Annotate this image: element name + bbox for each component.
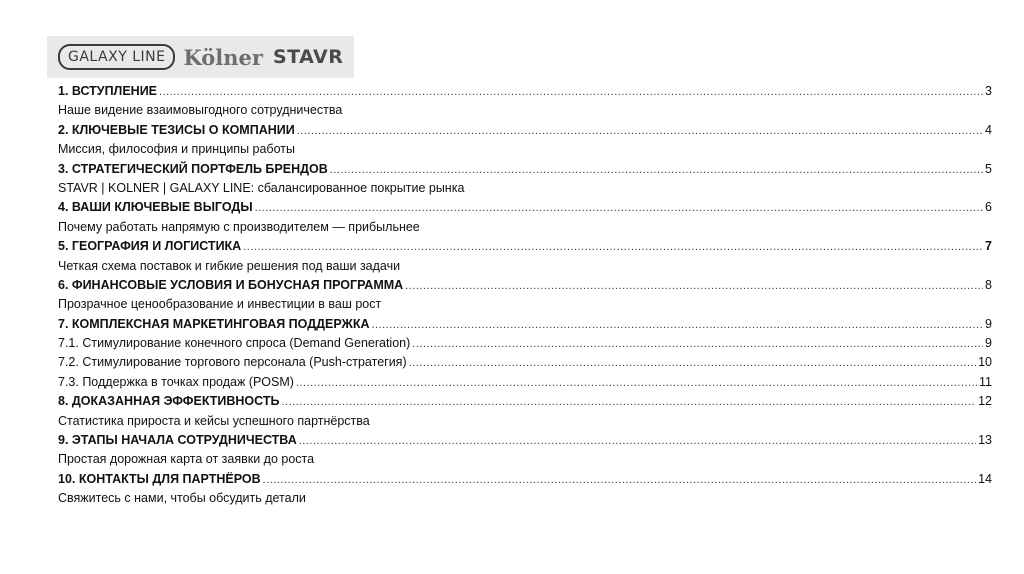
toc-entry-title: 9. ЭТАПЫ НАЧАЛА СОТРУДНИЧЕСТВА — [58, 433, 297, 448]
dot-leader — [330, 161, 983, 179]
toc-entry-page: 8 — [985, 277, 992, 292]
toc-entry-title: 4. ВАШИ КЛЮЧЕВЫЕ ВЫГОДЫ — [58, 200, 253, 215]
table-of-contents — [58, 82, 992, 509]
toc-entry-page: 11 — [979, 374, 992, 389]
toc-entry-page: 3 — [985, 84, 992, 98]
toc-entry-6[interactable] — [58, 276, 992, 295]
toc-entry-description: Четкая схема поставок и гибкие решения под ваши задачи — [58, 258, 401, 273]
dot-leader — [243, 238, 983, 256]
toc-entry-description: Прозрачное ценообразование и инвестиции в ваш рост — [58, 297, 382, 312]
toc-entry-2[interactable] — [58, 121, 992, 140]
toc-entry-title: 6. ФИНАНСОВЫЕ УСЛОВИЯ И БОНУСНАЯ ПРОГРАММА — [58, 277, 404, 292]
toc-entry-7-3[interactable] — [58, 373, 992, 392]
toc-entry-description: STAVR | KOLNER | GALAXY LINE: сбалансированное покрытие рынка — [58, 180, 465, 195]
toc-entry-page: 9 — [985, 316, 992, 331]
toc-entry-page: 4 — [985, 122, 992, 137]
toc-entry-title: 8. ДОКАЗАННАЯ ЭФФЕКТИВНОСТЬ — [58, 394, 280, 409]
dot-leader — [299, 432, 976, 450]
toc-entry-description: Почему работать напрямую с производителем — прибыльнее — [58, 219, 420, 234]
dot-leader — [297, 122, 983, 140]
dot-leader — [412, 335, 983, 353]
toc-entry-title: 1. ВСТУПЛЕНИЕ — [58, 84, 158, 98]
toc-entry-7-1[interactable] — [58, 334, 992, 353]
dot-leader — [409, 354, 976, 372]
dot-leader — [372, 316, 984, 334]
toc-entry-title: 7.2. Стимулирование торгового персонала (Push-стратегия) — [58, 355, 407, 370]
toc-entry-page: 7 — [985, 239, 992, 254]
toc-entry-title: 7. КОМПЛЕКСНАЯ МАРКЕТИНГОВАЯ ПОДДЕРЖКА — [58, 316, 370, 331]
dot-leader — [405, 277, 983, 295]
toc-entry-9[interactable] — [58, 431, 992, 450]
toc-entry-title: 2. КЛЮЧЕВЫЕ ТЕЗИСЫ О КОМПАНИИ — [58, 122, 295, 137]
dot-leader — [263, 471, 976, 489]
brand-logos — [47, 36, 354, 78]
galaxy-line-logo: GALAXY LINE — [58, 44, 175, 70]
toc-entry-title: 7.1. Стимулирование конечного спроса (Demand Generation) — [58, 336, 411, 351]
toc-entry-title: 7.3. Поддержка в точках продаж (POSM) — [58, 374, 294, 389]
toc-entry-description: Наше видение взаимовыгодного сотрудничества — [58, 103, 343, 118]
toc-entry-title: 5. ГЕОГРАФИЯ И ЛОГИСТИКА — [58, 239, 242, 254]
toc-entry-1[interactable] — [58, 82, 992, 101]
toc-entry-page: 6 — [985, 200, 992, 215]
dot-leader — [282, 393, 977, 411]
toc-entry-8[interactable] — [58, 392, 992, 411]
toc-entry-10[interactable] — [58, 470, 992, 489]
toc-entry-description: Свяжитесь с нами, чтобы обсудить детали — [58, 491, 306, 506]
toc-entry-7[interactable] — [58, 315, 992, 334]
toc-entry-page: 10 — [978, 355, 992, 370]
toc-entry-description: Простая дорожная карта от заявки до роста — [58, 452, 315, 467]
toc-entry-4[interactable] — [58, 198, 992, 217]
toc-entry-page: 12 — [978, 394, 992, 409]
toc-entry-5[interactable] — [58, 237, 992, 256]
toc-entry-page: 13 — [978, 433, 992, 448]
toc-entry-page: 5 — [985, 161, 992, 176]
kolner-logo: Kölner — [183, 44, 263, 70]
toc-entry-page: 9 — [985, 336, 992, 351]
toc-entry-title: 3. СТРАТЕГИЧЕСКИЙ ПОРТФЕЛЬ БРЕНДОВ — [58, 161, 328, 176]
toc-entry-title: 10. КОНТАКТЫ ДЛЯ ПАРТНЁРОВ — [58, 471, 261, 486]
toc-entry-3[interactable] — [58, 160, 992, 179]
toc-entry-page: 14 — [978, 471, 992, 486]
dot-leader — [296, 374, 977, 392]
toc-entry-7-2[interactable] — [58, 353, 992, 372]
stavr-logo: STAVR — [272, 46, 344, 68]
dot-leader — [159, 83, 983, 101]
toc-entry-description: Миссия, философия и принципы работы — [58, 142, 295, 157]
toc-entry-description: Статистика прироста и кейсы успешного партнёрства — [58, 413, 370, 428]
dot-leader — [255, 199, 983, 217]
